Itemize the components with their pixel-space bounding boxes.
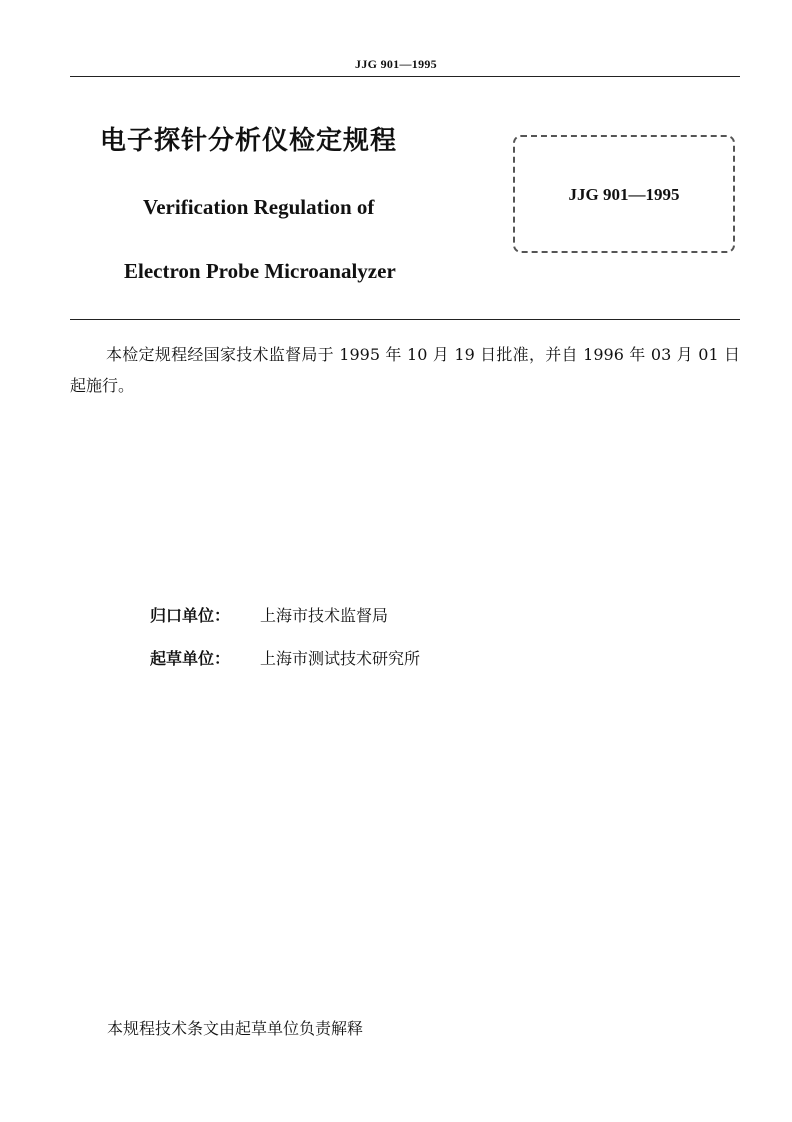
running-header-code: JJG 901—1995 — [355, 57, 437, 71]
drafting-organization-label: 起草单位： — [150, 649, 231, 668]
title-divider — [70, 319, 740, 320]
responsible-organization-row — [150, 603, 388, 626]
drafting-organization-value: 上海市测试技术研究所 — [260, 649, 421, 668]
header-divider — [70, 76, 740, 77]
regulation-code: JJG 901—1995 — [568, 185, 680, 204]
title-english-line2: Electron Probe Microanalyzer — [124, 259, 396, 283]
approval-statement: 本检定规程经国家技术监督局于 1995 年 10 月 19 日批准，并自 1996 年 03 月 01 日起施行。 — [70, 345, 740, 395]
title-english-line1: Verification Regulation of — [143, 195, 375, 219]
responsible-organization-label: 归口单位： — [150, 606, 231, 625]
title-chinese: 电子探针分析仪检定规程 — [100, 126, 398, 156]
drafting-organization-row — [150, 646, 420, 669]
responsible-organization-value: 上海市技术监督局 — [260, 606, 389, 625]
interpretation-note: 本规程技术条文由起草单位负责解释 — [107, 1019, 364, 1038]
